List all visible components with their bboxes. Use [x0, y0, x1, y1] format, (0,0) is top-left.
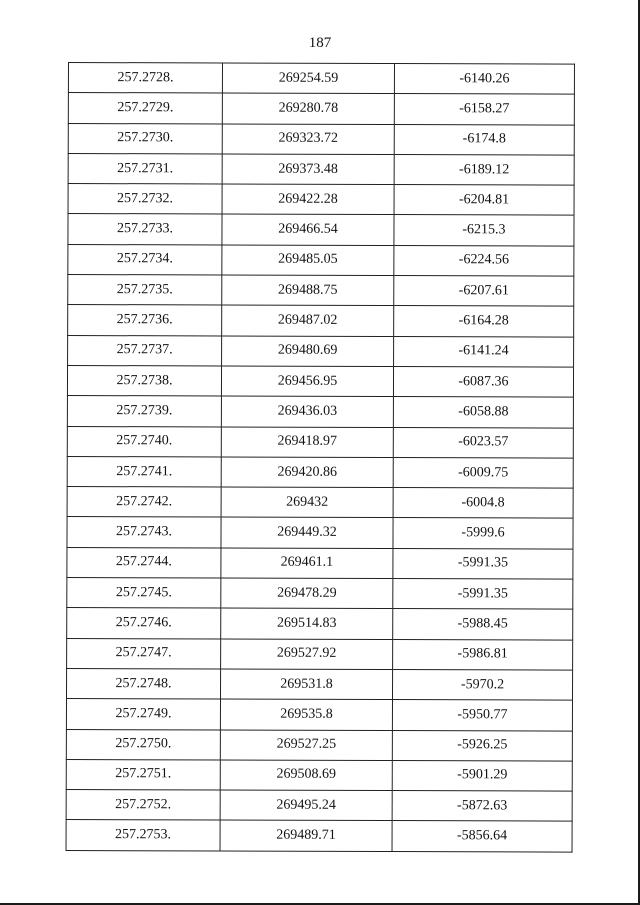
y-coordinate-cell: -5991.35: [393, 579, 573, 610]
table-row: [66, 790, 572, 822]
y-coordinate-cell: -6058.88: [393, 397, 573, 428]
x-coordinate-cell: 269280.78: [222, 93, 394, 124]
table-row: [68, 305, 574, 337]
coordinates-table-wrapper: [66, 62, 574, 852]
y-coordinate-cell: -5988.45: [393, 609, 573, 640]
x-coordinate-cell: 269478.29: [221, 578, 393, 609]
y-coordinate-cell: -6207.61: [394, 276, 574, 307]
y-coordinate-cell: -6140.26: [394, 64, 574, 95]
point-id-cell: 257.2731.: [68, 153, 222, 184]
y-coordinate-cell: -6023.57: [393, 427, 573, 458]
point-id-cell: 257.2753.: [66, 820, 220, 851]
table-row: [66, 759, 572, 791]
x-coordinate-cell: 269461.1: [221, 548, 393, 579]
point-id-cell: 257.2732.: [68, 184, 222, 215]
table-row: [67, 396, 573, 428]
table-body: [66, 63, 574, 852]
table-row: [67, 487, 573, 519]
table-row: [68, 244, 574, 276]
point-id-cell: 257.2750.: [66, 729, 220, 760]
y-coordinate-cell: -6224.56: [394, 245, 574, 276]
x-coordinate-cell: 269420.86: [221, 457, 393, 488]
point-id-cell: 257.2747.: [67, 638, 221, 669]
x-coordinate-cell: 269432: [221, 487, 393, 518]
table-row: [68, 93, 574, 125]
point-id-cell: 257.2737.: [68, 335, 222, 366]
point-id-cell: 257.2752.: [66, 790, 220, 821]
y-coordinate-cell: -5901.29: [392, 760, 572, 791]
y-coordinate-cell: -5950.77: [392, 700, 572, 731]
x-coordinate-cell: 269456.95: [221, 366, 393, 397]
x-coordinate-cell: 269489.71: [220, 820, 392, 851]
x-coordinate-cell: 269527.92: [221, 639, 393, 670]
y-coordinate-cell: -5856.64: [392, 821, 572, 852]
point-id-cell: 257.2735.: [68, 275, 222, 306]
point-id-cell: 257.2746.: [67, 608, 221, 639]
point-id-cell: 257.2729.: [68, 93, 222, 124]
point-id-cell: 257.2744.: [67, 547, 221, 578]
point-id-cell: 257.2738.: [67, 365, 221, 396]
coordinates-table: [66, 62, 575, 852]
table-row: [66, 729, 572, 761]
y-coordinate-cell: -6215.3: [394, 215, 574, 246]
x-coordinate-cell: 269527.25: [220, 730, 392, 761]
x-coordinate-cell: 269535.8: [220, 699, 392, 730]
point-id-cell: 257.2736.: [68, 305, 222, 336]
point-id-cell: 257.2745.: [67, 578, 221, 609]
x-coordinate-cell: 269449.32: [221, 517, 393, 548]
table-row: [68, 153, 574, 185]
y-coordinate-cell: -6164.28: [394, 306, 574, 337]
table-row: [67, 426, 573, 458]
table-row: [68, 335, 574, 367]
y-coordinate-cell: -6204.81: [394, 185, 574, 216]
x-coordinate-cell: 269254.59: [222, 63, 394, 94]
point-id-cell: 257.2740.: [67, 426, 221, 457]
table-row: [67, 456, 573, 488]
point-id-cell: 257.2733.: [68, 214, 222, 245]
x-coordinate-cell: 269531.8: [220, 669, 392, 700]
y-coordinate-cell: -6141.24: [394, 336, 574, 367]
x-coordinate-cell: 269466.54: [222, 214, 394, 245]
y-coordinate-cell: -5991.35: [393, 548, 573, 579]
table-row: [67, 365, 573, 397]
x-coordinate-cell: 269514.83: [221, 608, 393, 639]
x-coordinate-cell: 269323.72: [222, 124, 394, 155]
table-row: [68, 184, 574, 216]
point-id-cell: 257.2742.: [67, 487, 221, 518]
y-coordinate-cell: -6004.8: [393, 488, 573, 519]
x-coordinate-cell: 269373.48: [222, 154, 394, 185]
x-coordinate-cell: 269418.97: [221, 427, 393, 458]
point-id-cell: 257.2728.: [68, 63, 222, 94]
y-coordinate-cell: -6158.27: [394, 94, 574, 125]
y-coordinate-cell: -5999.6: [393, 518, 573, 549]
x-coordinate-cell: 269480.69: [222, 336, 394, 367]
table-row: [68, 63, 574, 95]
y-coordinate-cell: -6174.8: [394, 124, 574, 155]
y-coordinate-cell: -6009.75: [393, 457, 573, 488]
x-coordinate-cell: 269422.28: [222, 184, 394, 215]
x-coordinate-cell: 269485.05: [222, 245, 394, 276]
point-id-cell: 257.2730.: [68, 123, 222, 154]
point-id-cell: 257.2748.: [66, 668, 220, 699]
table-row: [68, 214, 574, 246]
y-coordinate-cell: -5986.81: [393, 639, 573, 670]
table-row: [67, 547, 573, 579]
x-coordinate-cell: 269436.03: [221, 396, 393, 427]
x-coordinate-cell: 269487.02: [222, 305, 394, 336]
table-row: [67, 638, 573, 670]
y-coordinate-cell: -6087.36: [393, 366, 573, 397]
table-row: [66, 668, 572, 700]
table-row: [67, 517, 573, 549]
point-id-cell: 257.2749.: [66, 699, 220, 730]
point-id-cell: 257.2743.: [67, 517, 221, 548]
y-coordinate-cell: -5926.25: [392, 730, 572, 761]
y-coordinate-cell: -6189.12: [394, 154, 574, 185]
table-row: [68, 123, 574, 155]
x-coordinate-cell: 269495.24: [220, 790, 392, 821]
table-row: [67, 578, 573, 610]
page-number: 187: [308, 35, 332, 51]
y-coordinate-cell: -5970.2: [392, 669, 572, 700]
point-id-cell: 257.2751.: [66, 759, 220, 790]
table-row: [66, 699, 572, 731]
y-coordinate-cell: -5872.63: [392, 791, 572, 822]
x-coordinate-cell: 269508.69: [220, 760, 392, 791]
point-id-cell: 257.2741.: [67, 456, 221, 487]
x-coordinate-cell: 269488.75: [222, 275, 394, 306]
point-id-cell: 257.2734.: [68, 244, 222, 275]
table-row: [68, 275, 574, 307]
table-row: [66, 820, 572, 852]
point-id-cell: 257.2739.: [67, 396, 221, 427]
table-row: [67, 608, 573, 640]
